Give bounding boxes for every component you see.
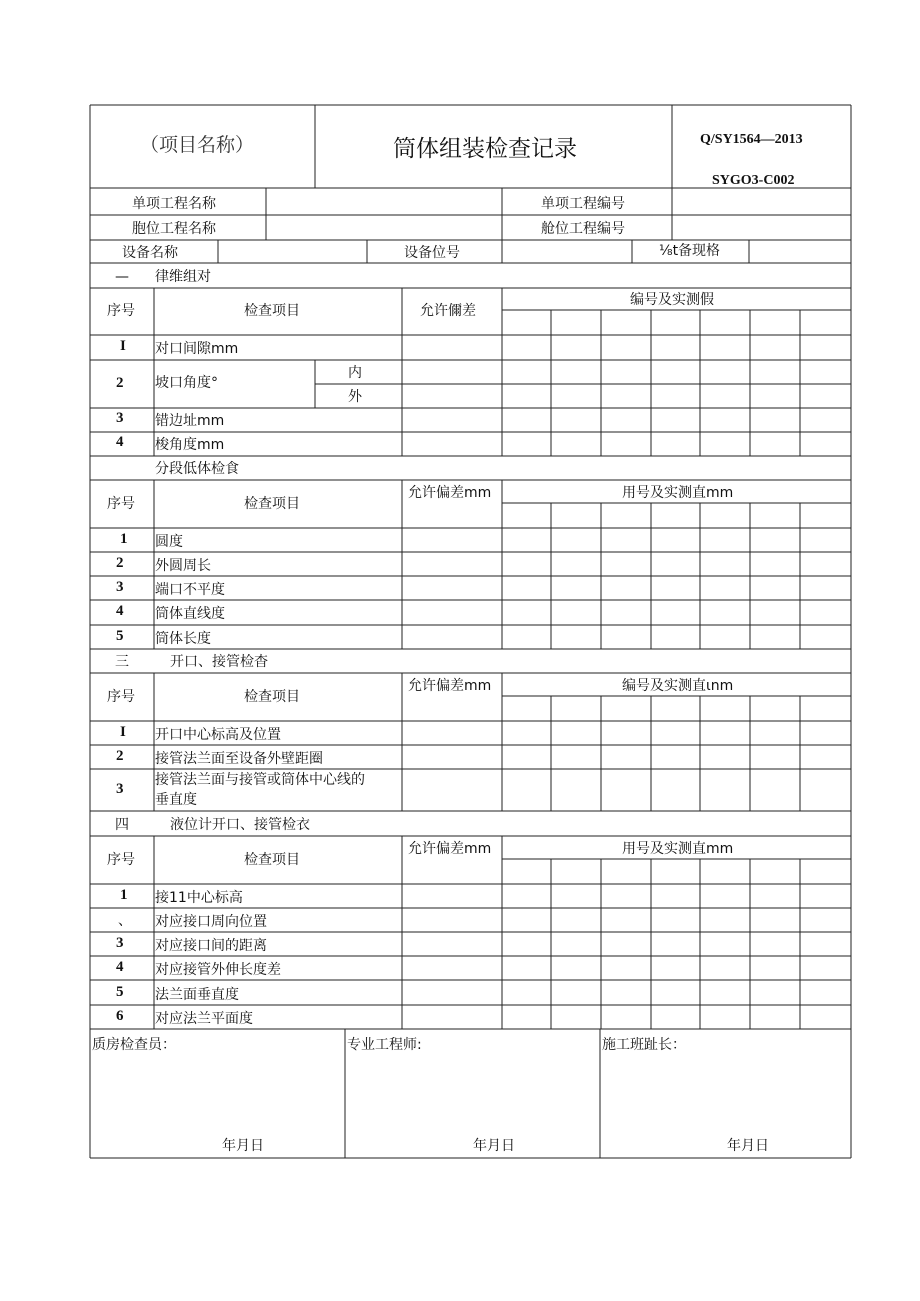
page-title: 筒体组装检查记录 bbox=[393, 136, 577, 162]
row-label: 接11中心标高 bbox=[155, 890, 243, 906]
engineer-label: 专业工程师: bbox=[347, 1037, 422, 1053]
sub-project-name-label: 胞位工程名称 bbox=[132, 221, 216, 237]
section-number: 四 bbox=[115, 817, 129, 833]
column-header-tolerance: 允许偏差mm bbox=[408, 485, 492, 501]
column-header-item: 检查项目 bbox=[244, 689, 300, 705]
row-label: 筒体长度 bbox=[155, 631, 211, 647]
row-number: 2 bbox=[116, 748, 124, 764]
row-label: 外圆周长 bbox=[155, 558, 211, 574]
row-number: 5 bbox=[116, 628, 124, 644]
date-label: 年月日 bbox=[727, 1138, 769, 1154]
row-label: 圆度 bbox=[155, 534, 183, 550]
row-number: 2 bbox=[116, 375, 124, 391]
row-number: I bbox=[120, 724, 126, 740]
row-label: 梭角度mm bbox=[155, 437, 225, 453]
row-number: 3 bbox=[116, 781, 124, 797]
row-number: 4 bbox=[116, 603, 124, 619]
row-label: 筒体直线度 bbox=[155, 606, 225, 622]
column-header-seq: 序号 bbox=[107, 689, 135, 705]
row-number: 4 bbox=[116, 959, 124, 975]
row-number: 6 bbox=[116, 1008, 124, 1024]
date-label: 年月日 bbox=[473, 1138, 515, 1154]
column-header-measured: 编号及实测假 bbox=[630, 292, 714, 308]
sub-project-no-label: 舱位工程编号 bbox=[541, 221, 625, 237]
row-number: 、 bbox=[118, 913, 132, 929]
column-header-tolerance: 允许儞差 bbox=[420, 303, 476, 319]
column-header-item: 检查项目 bbox=[244, 496, 300, 512]
equipment-position-label: 设备位号 bbox=[404, 245, 460, 261]
standard-code: Q/SY1564—2013 bbox=[700, 132, 803, 147]
column-header-item: 检查项目 bbox=[244, 852, 300, 868]
row-label: 对应接管外伸长度差 bbox=[155, 962, 281, 978]
date-label: 年月日 bbox=[222, 1138, 264, 1154]
section-title: 律维组对 bbox=[155, 269, 211, 285]
sub-label-inner: 内 bbox=[348, 365, 362, 381]
sub-label-outer: 外 bbox=[348, 389, 362, 405]
equipment-spec-label: ⅛t备现格 bbox=[659, 243, 721, 259]
row-number: 1 bbox=[120, 531, 128, 547]
row-label: 对口间隙mm bbox=[155, 341, 239, 357]
section-title: 分段低体检食 bbox=[155, 461, 239, 477]
row-number: 4 bbox=[116, 434, 124, 450]
column-header-measured: 用号及实测直mm bbox=[622, 485, 734, 501]
row-number: 3 bbox=[116, 410, 124, 426]
row-label: 坡口角度° bbox=[155, 375, 218, 391]
quality-inspector-label: 质房检查员： bbox=[92, 1037, 176, 1053]
row-label: 对应接口周向位置 bbox=[155, 914, 267, 930]
row-label: 接管法兰面与接管或筒体中心线的 bbox=[155, 772, 365, 788]
column-header-measured: 用号及实测直mm bbox=[622, 841, 734, 857]
column-header-item: 检查项目 bbox=[244, 303, 300, 319]
row-number: 3 bbox=[116, 935, 124, 951]
section-title: 液位计开口、接管检衣 bbox=[170, 817, 310, 833]
row-label: 对应接口间的距离 bbox=[155, 938, 267, 954]
column-header-measured: 编号及实测直ιnm bbox=[622, 678, 734, 694]
column-header-seq: 序号 bbox=[107, 303, 135, 319]
row-number: 2 bbox=[116, 555, 124, 571]
row-label-continued: 垂直度 bbox=[155, 792, 197, 808]
unit-project-name-label: 单项工程名称 bbox=[132, 196, 216, 212]
section-title: 开口、接管检杳 bbox=[170, 654, 268, 670]
column-header-tolerance: 允许偏差mm bbox=[408, 678, 492, 694]
column-header-seq: 序号 bbox=[107, 852, 135, 868]
row-number: I bbox=[120, 338, 126, 354]
section-number: — bbox=[115, 269, 129, 285]
row-label: 法兰面垂直度 bbox=[155, 987, 239, 1003]
row-number: 5 bbox=[116, 984, 124, 1000]
row-label: 对应法兰平面度 bbox=[155, 1011, 253, 1027]
project-name: （项目名称） bbox=[140, 134, 255, 156]
row-label: 接管法兰面至设备外壁距圈 bbox=[155, 751, 323, 767]
row-number: 3 bbox=[116, 579, 124, 595]
form-code: SYGO3-C002 bbox=[712, 173, 795, 188]
column-header-tolerance: 允许偏差mm bbox=[408, 841, 492, 857]
row-label: 错边址mm bbox=[155, 413, 225, 429]
column-header-seq: 序号 bbox=[107, 496, 135, 512]
team-leader-label: 施工班趾长： bbox=[602, 1037, 686, 1053]
row-label: 端口不平度 bbox=[155, 582, 225, 598]
section-number: 三 bbox=[115, 654, 129, 670]
unit-project-no-label: 单项工程编号 bbox=[541, 196, 625, 212]
row-number: 1 bbox=[120, 887, 128, 903]
row-label: 开口中心标高及位置 bbox=[155, 727, 281, 743]
equipment-name-label: 设备名称 bbox=[122, 245, 178, 261]
